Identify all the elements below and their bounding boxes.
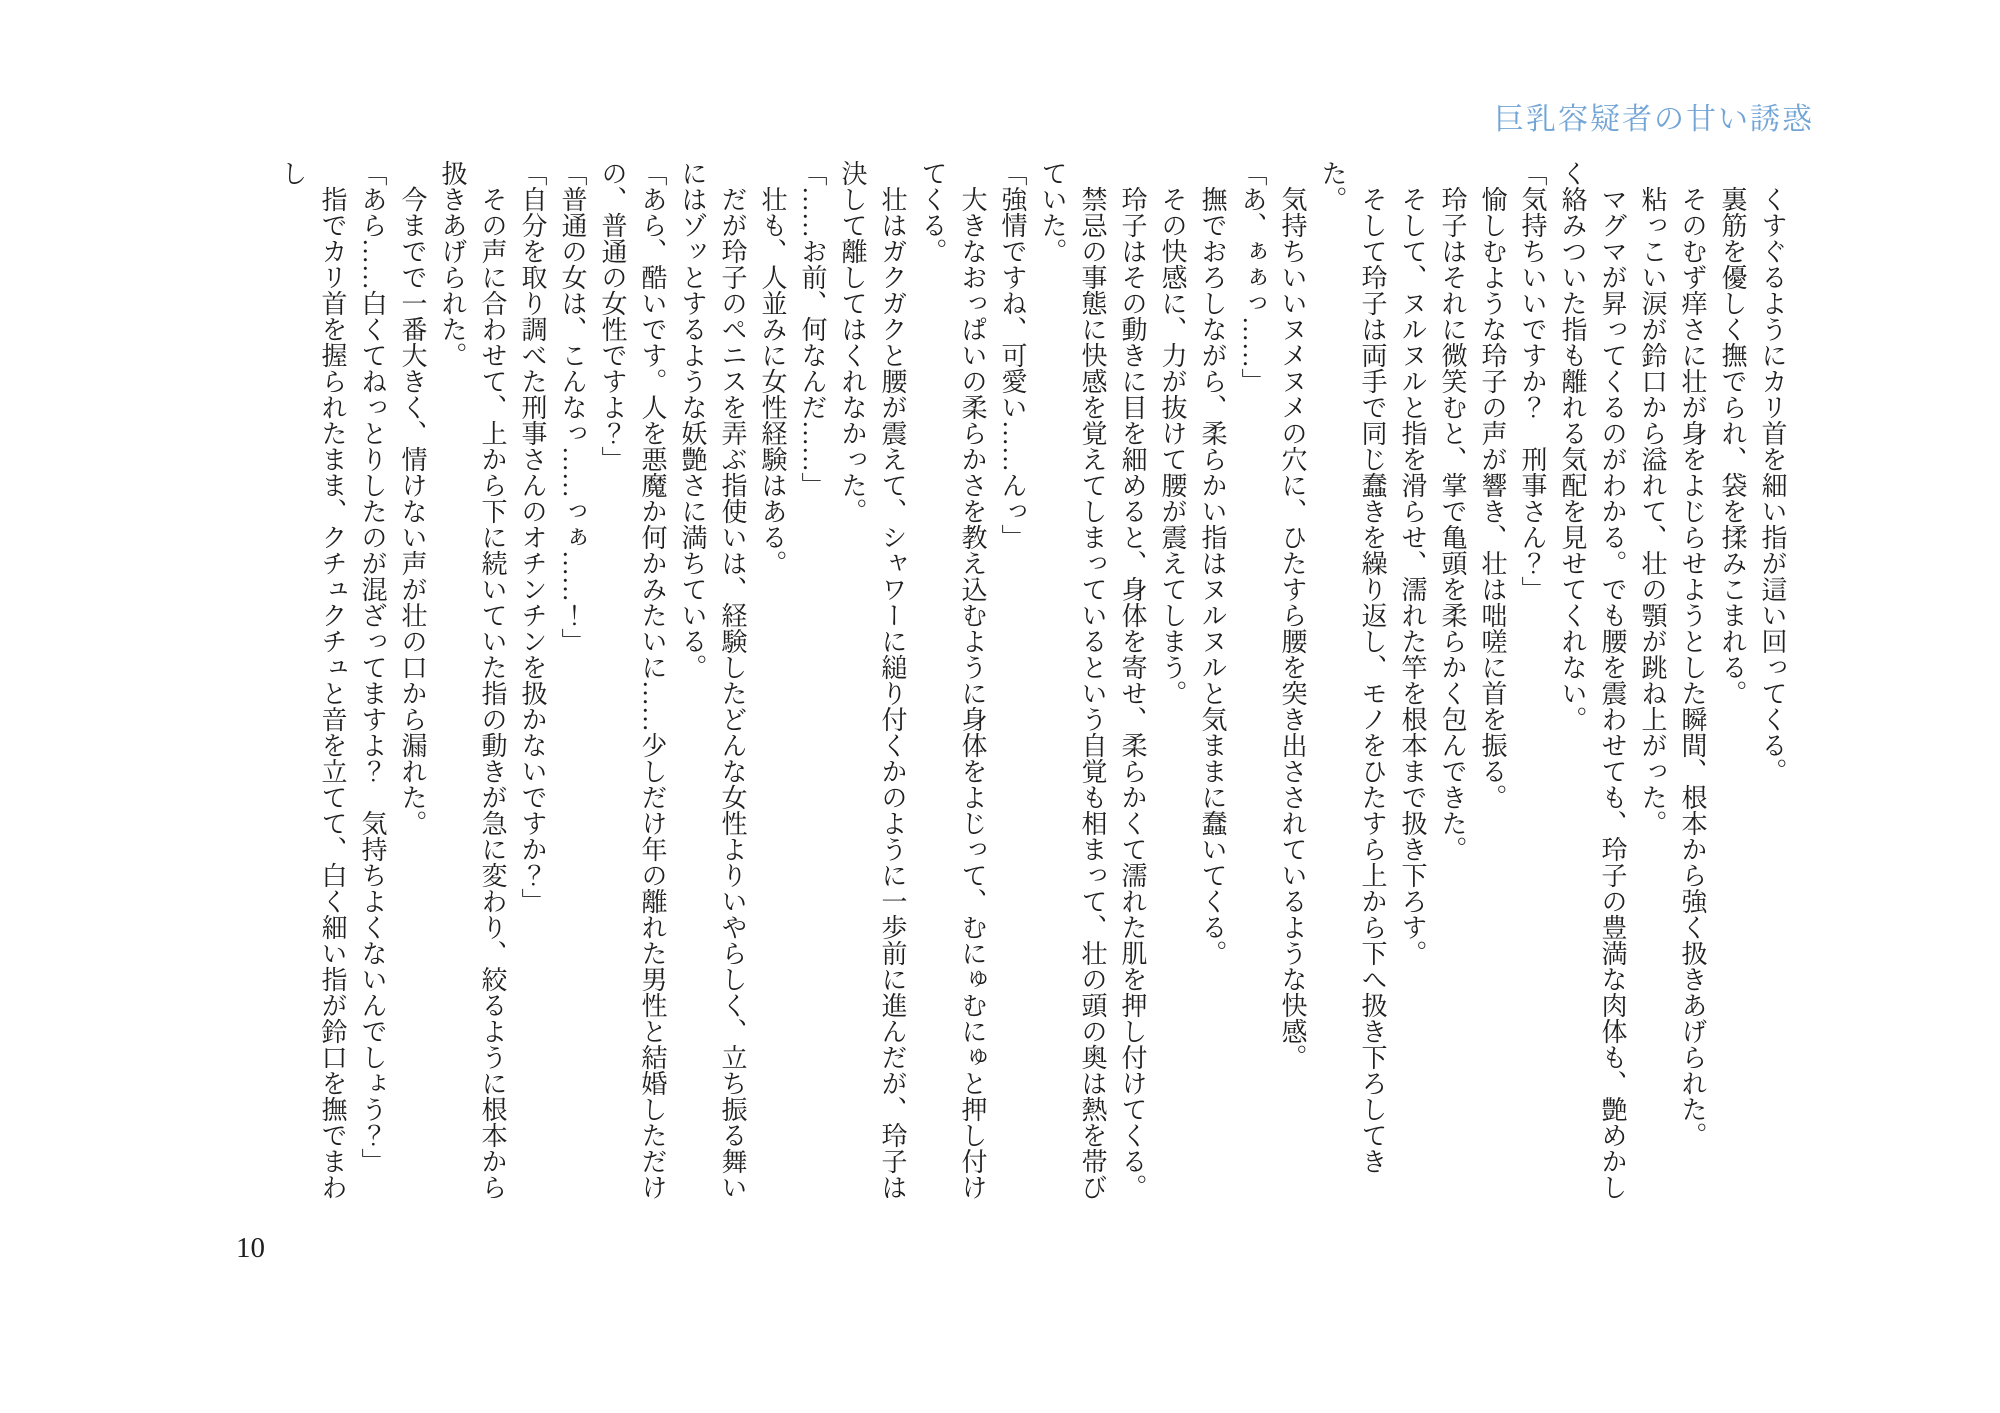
paragraph: 粘っこい涙が鈴口から溢れて、壮の顎が跳ね上がった。	[1638, 186, 1667, 836]
paragraph: 「自分を取り調べた刑事さんのオチンチンを扱かないですか？」	[518, 160, 547, 914]
page-number: 10	[236, 1232, 265, 1264]
paragraph: 大きなおっぱいの柔らかさを教え込むように身体をよじって、むにゅむにゅと押し付けてくる。	[918, 160, 987, 1200]
body-text	[212, 160, 1792, 1206]
paragraph: 撫でおろしながら、柔らかい指はヌルヌルと気ままに蠢いてくる。	[1198, 186, 1227, 966]
paragraph: くすぐるようにカリ首を細い指が這い回ってくる。	[1758, 186, 1787, 784]
paragraph: 壮はガクガクと腰が震えて、シャワーに縋り付くかのように一歩前に進んだが、玲子は決して離してはくれなかった。	[838, 160, 907, 1200]
paragraph: 「あ、ぁぁっ……」	[1238, 160, 1267, 394]
paragraph: 「……お前、何なんだ……」	[798, 160, 827, 498]
paragraph: 「あら、酷いです。人を悪魔か何かみたいに……少しだけ年の離れた男性と結婚しただけの、普通の女性ですよ？」	[598, 160, 667, 1200]
paragraph: マグマが昇ってくるのがわかる。でも腰を震わせても、玲子の豊満な肉体も、艶めかしく絡みついた指も離れる気配を見せてくれない。	[1558, 160, 1627, 1200]
running-header-title: 巨乳容疑者の甘い誘惑	[1494, 103, 1814, 136]
paragraph: そのむず痒さに壮が身をよじらせようとした瞬間、根本から強く扱きあげられた。	[1678, 186, 1707, 1148]
paragraph: 指でカリ首を握られたまま、クチュクチュと音を立てて、白く細い指が鈴口を撫でまわし	[278, 160, 347, 1200]
paragraph: 「強情ですね、可愛い……んっ」	[998, 160, 1027, 550]
paragraph: 禁忌の事態に快感を覚えてしまっているという自覚も相まって、壮の頭の奥は熱を帯びていた。	[1038, 160, 1107, 1200]
paragraph: 気持ちいいヌメヌメの穴に、ひたすら腰を突き出さされているような快感。	[1278, 186, 1307, 1070]
paragraph: その声に合わせて、上から下に続いていた指の動きが急に変わり、絞るように根本から扱きあげられた。	[438, 160, 507, 1200]
paragraph: だが玲子のペニスを弄ぶ指使いは、経験したどんな女性よりいやらしく、立ち振る舞いにはゾッとするような妖艶さに満ちている。	[678, 160, 747, 1200]
paragraph: 「気持ちいいですか？ 刑事さん？」	[1518, 160, 1547, 602]
paragraph: そして玲子は両手で同じ蠢きを繰り返し、モノをひたすら上から下へ扱き下ろしてきた。	[1318, 160, 1387, 1174]
paragraph: 「あら……白くてねっとりしたのが混ざってますよ？ 気持ちよくないんでしょう？」	[358, 160, 387, 1174]
paragraph: そして、ヌルヌルと指を滑らせ、濡れた竿を根本まで扱き下ろす。	[1398, 186, 1427, 966]
paragraph: 玲子はそれに微笑むと、掌で亀頭を柔らかく包んできた。	[1438, 186, 1467, 862]
paragraph: 今までで一番大きく、情けない声が壮の口から漏れた。	[398, 186, 427, 836]
paragraph: 裏筋を優しく撫でられ、袋を揉みこまれる。	[1718, 186, 1747, 706]
paragraph: 「普通の女は、こんなっ……っぁ……！」	[558, 160, 587, 654]
paragraph: 愉しむような玲子の声が響き、壮は咄嗟に首を振る。	[1478, 186, 1507, 810]
paragraph: 壮も、人並みに女性経験はある。	[758, 186, 787, 576]
paragraph: 玲子はその動きに目を細めると、身体を寄せ、柔らかくて濡れた肌を押し付けてくる。	[1118, 186, 1147, 1200]
paragraph: その快感に、力が抜けて腰が震えてしまう。	[1158, 186, 1187, 706]
